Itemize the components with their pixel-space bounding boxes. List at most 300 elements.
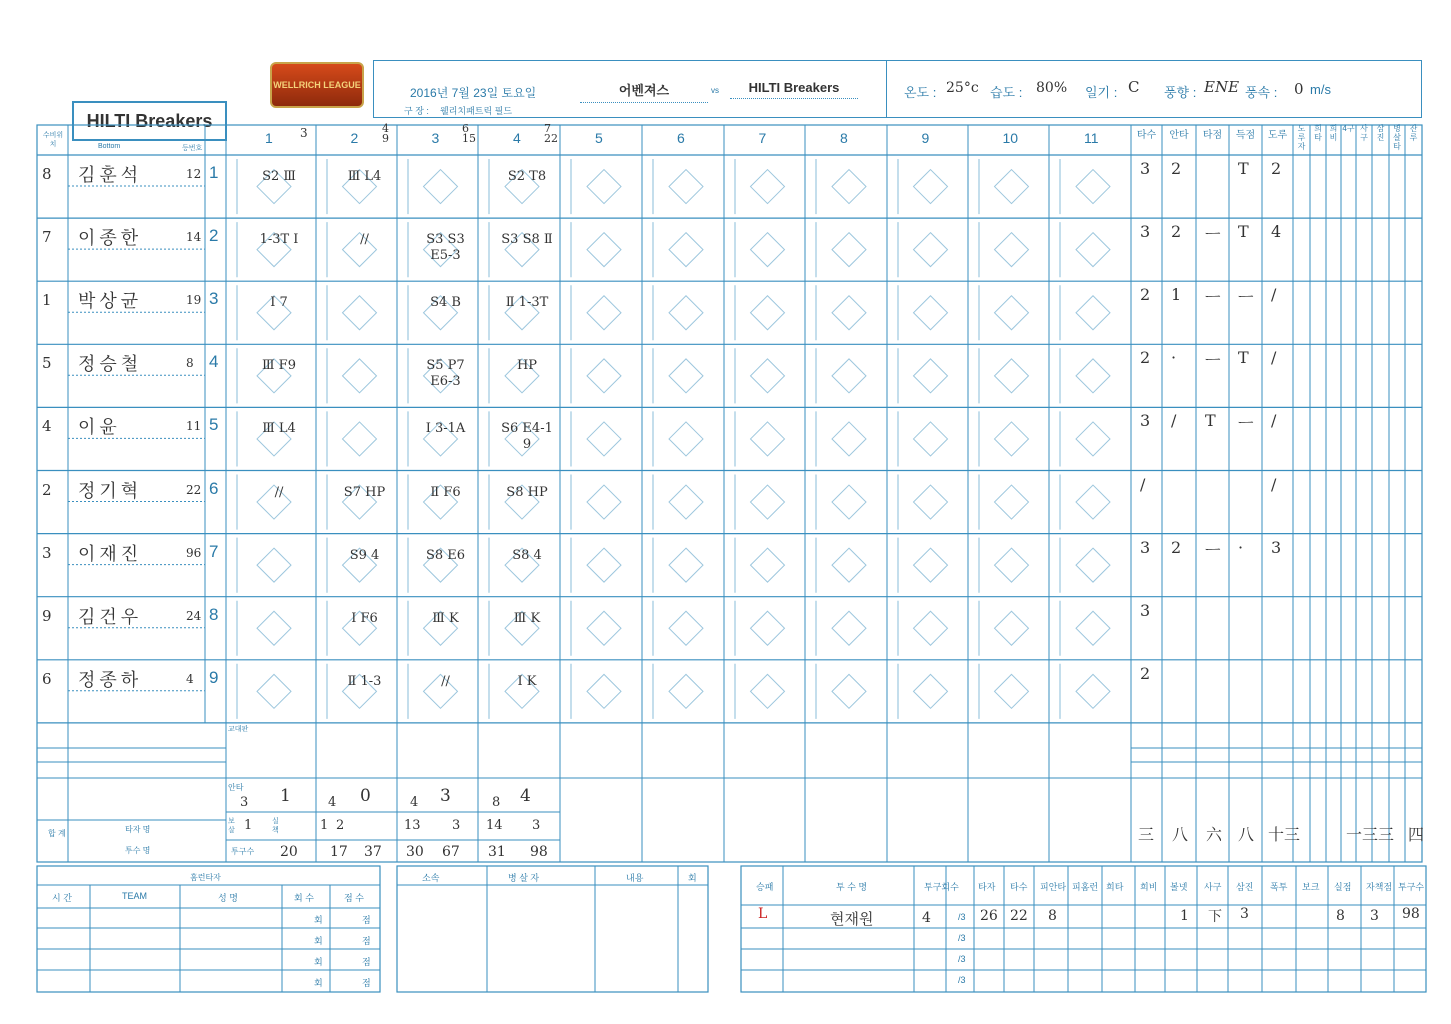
pitcher-at-bats: 22: [1010, 908, 1028, 924]
inning-header-1: 1: [265, 130, 273, 146]
inning-hits: 4: [520, 786, 531, 806]
base-diamond: [751, 170, 785, 204]
base-diamond: [751, 422, 785, 456]
stat-total: 三: [1138, 825, 1155, 844]
player-stat: /: [1271, 474, 1277, 494]
play-notation: S2 T8: [507, 169, 547, 184]
base-diamond: [832, 485, 866, 519]
player-stat: T: [1238, 348, 1249, 368]
inning-hits-sub: 8: [492, 795, 501, 810]
base-diamond: [587, 170, 621, 204]
base-diamond: [669, 674, 703, 708]
play-notation: HP: [516, 358, 538, 374]
player-stat: 3: [1271, 537, 1282, 557]
player-stat: 2: [1171, 159, 1182, 178]
hits-label: 안타: [228, 783, 244, 792]
base-diamond: [424, 170, 458, 204]
stat-header: 잔루: [1409, 124, 1418, 142]
pitching-header: 타자: [978, 882, 996, 892]
play-notation: Ⅲ K: [432, 610, 459, 626]
temperature-label: 온도 :: [904, 85, 937, 100]
player-position: 5: [42, 354, 52, 373]
play-notation: Ⅲ L4: [347, 169, 382, 184]
game-date: 2016년 7월 23일 토요일: [410, 86, 537, 100]
play-notation: Ⅰ 3-1A: [425, 421, 466, 437]
player-number: 24: [186, 608, 202, 623]
homerun-title: 홈런타자: [190, 873, 221, 882]
player-stat: 2: [1271, 159, 1282, 178]
play-notation: Ⅰ 7: [270, 295, 288, 311]
away-team: 어벤져스: [580, 80, 708, 103]
player-number: 11: [186, 419, 202, 434]
base-diamond: [751, 296, 785, 330]
player-position: 2: [42, 480, 52, 499]
stat-header: 사구: [1360, 124, 1368, 142]
base-diamond: [995, 359, 1029, 393]
player-stat: ㅡ: [1238, 288, 1254, 308]
inning-walks: 1: [244, 818, 253, 833]
pitcher-hits: 8: [1048, 908, 1057, 924]
inning-errors: 3: [452, 818, 461, 833]
player-stat: /: [1271, 348, 1277, 368]
wind-speed-label: 풍속 :: [1245, 85, 1278, 100]
base-diamond: [669, 548, 703, 582]
humidity-label: 습도 :: [990, 85, 1023, 100]
play-notation: S2 Ⅲ: [262, 169, 296, 184]
inning-hits: 3: [440, 786, 451, 806]
pitcher-strikeouts: 3: [1240, 906, 1249, 922]
wind-speed-unit: m/s: [1310, 82, 1331, 97]
player-stat: /: [1271, 411, 1277, 431]
player-number: 14: [186, 230, 202, 245]
stat-header: 4구: [1342, 124, 1355, 133]
thirds-mark: /3: [958, 933, 966, 943]
base-diamond: [751, 611, 785, 645]
base-diamond: [995, 170, 1029, 204]
stat-header: 병살타: [1393, 124, 1401, 151]
base-diamond: [1076, 548, 1110, 582]
base-diamond: [832, 611, 866, 645]
base-diamond: [587, 674, 621, 708]
inning-hits: 1: [280, 786, 291, 806]
pitch-count: 30: [406, 844, 424, 860]
player-name: 김건우: [78, 606, 143, 628]
wind-direction-value: ENE: [1204, 78, 1240, 96]
player-stat: 2: [1171, 537, 1182, 557]
pitchers-label: 투수 명: [125, 846, 151, 855]
home-team: HILTI Breakers: [730, 80, 858, 99]
inning-walks: 1: [320, 818, 329, 833]
player-name: 정기혁: [78, 480, 143, 502]
play-notation: Ⅲ F9: [262, 358, 296, 374]
base-diamond: [995, 422, 1029, 456]
base-diamond: [1076, 485, 1110, 519]
base-diamond: [587, 233, 621, 267]
base-diamond: [587, 359, 621, 393]
inning-header-3: 3: [431, 130, 440, 146]
pitch-count: 20: [280, 844, 298, 860]
player-stat: 3: [1140, 600, 1151, 620]
base-diamond: [914, 359, 948, 393]
batting-order: 6: [209, 478, 219, 498]
base-diamond: [914, 548, 948, 582]
pitcher-hbp: 下: [1208, 909, 1222, 925]
player-position: 7: [42, 228, 52, 247]
stat-header: 희비: [1329, 124, 1338, 142]
player-stat: 3: [1140, 411, 1151, 431]
base-diamond: [669, 296, 703, 330]
score-unit: 점: [362, 978, 371, 988]
batting-order: 2: [209, 226, 219, 246]
stat-header: 득점: [1235, 130, 1256, 141]
base-diamond: [832, 422, 866, 456]
base-diamond: [669, 233, 703, 267]
base-diamond: [1076, 233, 1110, 267]
base-diamond: [1076, 422, 1110, 456]
stat-header: 희타: [1314, 124, 1322, 142]
player-stat: /: [1271, 285, 1277, 305]
player-stat: ·: [1171, 348, 1177, 368]
player-stat: T: [1238, 222, 1249, 242]
pitcher-result: L: [758, 906, 768, 922]
play-notation: S8 HP: [506, 484, 548, 500]
base-diamond: [1076, 170, 1110, 204]
batting-order: 5: [209, 415, 219, 435]
play-notation: S7 HP: [343, 484, 386, 500]
thirds-mark: /3: [958, 975, 966, 985]
player-stat: ㅡ: [1205, 225, 1221, 245]
inning-errors: 2: [336, 818, 345, 833]
score-unit: 점: [362, 957, 371, 967]
play-notation: Ⅱ 1-3T: [505, 295, 549, 311]
base-diamond: [669, 611, 703, 645]
player-stat: 2: [1140, 285, 1151, 305]
homerun-header: 회 수: [294, 893, 314, 903]
wind-speed-value: 0: [1294, 80, 1304, 98]
player-number: 19: [186, 293, 202, 308]
player-number: 8: [186, 356, 194, 371]
stat-total: 四: [1408, 825, 1425, 844]
pitch-count: 37: [364, 844, 382, 860]
base-diamond: [669, 422, 703, 456]
batters-label: 타자 명: [125, 825, 151, 834]
batting-order: 4: [209, 352, 219, 372]
base-diamond: [751, 359, 785, 393]
pitching-header: 볼넷: [1170, 882, 1188, 892]
pitcher-innings: 4: [922, 910, 931, 926]
player-stat: 1: [1171, 285, 1182, 305]
pitch-count: 31: [488, 844, 506, 860]
stat-total: 八: [1172, 825, 1189, 844]
team-name-box: HILTI Breakers: [72, 101, 227, 141]
player-stat: 2: [1140, 348, 1151, 368]
inning-header-9: 9: [921, 130, 930, 146]
pitching-header: 투구수: [1398, 882, 1425, 892]
inning2-note: 4 9: [382, 122, 389, 145]
totals-label: 합 계: [48, 829, 66, 838]
batting-order: 9: [209, 667, 219, 687]
substitute-label: 교대판: [228, 726, 249, 733]
pitch-count: 17: [330, 844, 348, 860]
play-notation: Ⅱ 1-3: [347, 673, 382, 689]
base-diamond: [832, 296, 866, 330]
base-diamond: [832, 359, 866, 393]
inning-header-8: 8: [840, 130, 848, 146]
pitching-header: 투 수 명: [836, 882, 868, 892]
walks-label: 보 살: [228, 818, 235, 834]
batting-order: 1: [209, 163, 219, 182]
base-diamond: [669, 170, 703, 204]
pitching-header: 피안타: [1040, 882, 1067, 892]
base-diamond: [995, 296, 1029, 330]
score-unit: 점: [362, 915, 371, 925]
play-notation: S5 P7 E6-3: [426, 358, 465, 390]
inning-header-5: 5: [595, 130, 603, 146]
inning-hits-sub: 4: [410, 795, 419, 810]
base-diamond: [343, 422, 377, 456]
base-diamond: [669, 359, 703, 393]
pitching-header: 희비: [1140, 882, 1158, 892]
pitching-header: 피홈런: [1072, 882, 1099, 892]
player-number: 12: [186, 167, 202, 181]
player-number: 22: [186, 482, 202, 497]
inning-walks: 13: [404, 818, 421, 833]
position-header: 수비위치: [42, 132, 64, 148]
wind-direction-label: 풍향 :: [1164, 85, 1197, 100]
base-diamond: [751, 485, 785, 519]
inning4-note: 7 22: [544, 122, 558, 145]
thirds-mark: /3: [958, 912, 966, 922]
pitcher-pitch-count: 98: [1402, 906, 1420, 922]
stat-header: 삼진: [1376, 124, 1385, 142]
pitching-header: 타수: [1010, 882, 1028, 892]
bottom-header: Bottom: [98, 143, 121, 150]
play-notation: Ⅰ F6: [351, 610, 378, 626]
inning-unit: 회: [314, 936, 323, 946]
weather-label: 일기 :: [1085, 85, 1118, 100]
stat-header: 안타: [1169, 130, 1189, 141]
base-diamond: [914, 611, 948, 645]
pitcher-earned-runs: 3: [1370, 908, 1379, 924]
base-diamond: [995, 548, 1029, 582]
play-notation: //: [441, 673, 450, 689]
pitcher-walks: 1: [1180, 908, 1189, 924]
inning-header-10: 10: [1002, 130, 1019, 146]
play-notation: Ⅲ L4: [262, 421, 296, 437]
player-name: 김훈석: [78, 165, 143, 186]
play-notation: S4 B: [430, 295, 461, 311]
thirds-mark: /3: [958, 954, 966, 964]
inning-header-11: 11: [1084, 130, 1099, 146]
double-play-header: 소속: [422, 873, 440, 883]
base-diamond: [914, 674, 948, 708]
player-stat: 3: [1140, 222, 1151, 242]
base-diamond: [832, 233, 866, 267]
homerun-header: 시 간: [52, 893, 72, 903]
inning1-note: 3: [300, 126, 308, 140]
score-unit: 점: [362, 936, 371, 946]
player-name: 이재진: [78, 543, 143, 565]
pitcher-name: 현재원: [830, 910, 874, 928]
base-diamond: [832, 674, 866, 708]
base-diamond: [257, 548, 291, 582]
base-diamond: [995, 611, 1029, 645]
player-position: 1: [42, 291, 52, 310]
player-stat: 4: [1271, 222, 1282, 242]
stat-header: 도루자: [1297, 124, 1306, 151]
play-notation: //: [360, 232, 369, 248]
venue-label: 구 장 :: [404, 106, 429, 116]
base-diamond: [343, 359, 377, 393]
base-diamond: [1076, 359, 1110, 393]
play-notation: Ⅰ K: [517, 673, 537, 689]
homerun-header: TEAM: [122, 891, 148, 901]
stat-total: 八: [1238, 825, 1255, 844]
inning-hits-sub: 4: [328, 795, 337, 810]
player-position: 6: [42, 669, 52, 688]
inning-walks: 14: [486, 818, 503, 833]
base-diamond: [995, 674, 1029, 708]
humidity-value: 80%: [1036, 80, 1068, 96]
play-notation: S3 S8 Ⅱ: [501, 232, 553, 248]
base-diamond: [995, 233, 1029, 267]
stat-total: 一三: [1346, 825, 1379, 844]
base-diamond: [669, 485, 703, 519]
pitching-header: 보크: [1302, 882, 1320, 892]
stat-total: 十三: [1268, 825, 1301, 844]
player-position: 3: [42, 543, 52, 562]
play-notation: S8 E6: [425, 547, 466, 563]
base-diamond: [914, 170, 948, 204]
base-diamond: [751, 233, 785, 267]
inning-unit: 회: [314, 957, 323, 967]
play-notation: 1-3T Ⅰ: [259, 232, 299, 248]
stat-total: 六: [1206, 825, 1223, 844]
player-number: 4: [186, 671, 194, 686]
player-stat: T: [1238, 159, 1249, 178]
stat-total: 三: [1378, 825, 1395, 844]
stat-header: 타수: [1136, 130, 1157, 141]
inning-header-4: 4: [513, 130, 521, 146]
pitch-count: 98: [530, 844, 548, 860]
player-position: 8: [42, 165, 52, 183]
uniform-header: 등번호: [182, 145, 203, 152]
pitching-header: 희타: [1106, 882, 1124, 892]
player-name: 정종하: [78, 669, 143, 691]
double-play-header: 회: [688, 873, 697, 883]
base-diamond: [914, 422, 948, 456]
base-diamond: [587, 611, 621, 645]
base-diamond: [587, 296, 621, 330]
base-diamond: [832, 170, 866, 204]
inning-hits: 0: [360, 786, 371, 806]
venue-name: 웰리치패트릭 필드: [440, 106, 513, 116]
player-stat: 3: [1140, 537, 1151, 557]
pitcher-runs: 8: [1336, 908, 1345, 924]
stat-header: 타점: [1202, 130, 1223, 141]
play-notation: Ⅱ F6: [430, 484, 461, 500]
player-stat: ㅡ: [1238, 414, 1254, 434]
base-diamond: [914, 296, 948, 330]
logo-text: WELLRICH LEAGUE: [273, 80, 361, 90]
batting-order: 8: [209, 604, 219, 624]
vs-label: vs: [711, 86, 719, 95]
player-name: 박상균: [78, 291, 143, 313]
base-diamond: [751, 674, 785, 708]
inning-errors: 3: [532, 818, 541, 833]
inning3-note: 6 15: [462, 122, 476, 145]
pitcher-batters: 26: [980, 908, 998, 924]
player-stat: 3: [1140, 159, 1151, 178]
player-stat: 2: [1140, 663, 1151, 683]
base-diamond: [1076, 296, 1110, 330]
base-diamond: [751, 548, 785, 582]
player-stat: ㅡ: [1205, 288, 1221, 308]
batting-order: 3: [209, 289, 219, 309]
base-diamond: [343, 296, 377, 330]
double-play-header: 병 살 자: [508, 873, 540, 883]
base-diamond: [1076, 611, 1110, 645]
play-notation: S9 4: [349, 547, 380, 563]
play-notation: S8 4: [512, 547, 542, 563]
player-stat: /: [1171, 411, 1177, 431]
player-stat: 2: [1171, 222, 1182, 242]
player-stat: T: [1205, 411, 1216, 431]
player-name: 정승철: [78, 354, 143, 376]
pitching-header: 승패: [756, 882, 774, 892]
temperature-value: 25°c: [946, 80, 979, 96]
player-stat: ·: [1238, 537, 1244, 557]
homerun-header: 성 명: [218, 893, 238, 903]
base-diamond: [257, 674, 291, 708]
homerun-header: 점 수: [344, 893, 364, 903]
pitch-count: 67: [442, 844, 460, 860]
base-diamond: [587, 422, 621, 456]
play-notation: S3 S3 E5-3: [426, 232, 465, 264]
base-diamond: [587, 485, 621, 519]
pitching-header: 사구: [1204, 882, 1222, 892]
base-diamond: [914, 233, 948, 267]
play-notation: //: [274, 484, 284, 500]
player-name: 이윤: [78, 417, 121, 439]
player-name: 이종한: [78, 228, 143, 250]
player-position: 4: [42, 417, 52, 436]
player-stat: ㅡ: [1205, 540, 1221, 560]
inning-header-7: 7: [758, 130, 767, 146]
player-position: 9: [42, 606, 52, 625]
double-play-header: 내용: [626, 873, 644, 883]
stat-header: 도루: [1267, 130, 1288, 141]
pitching-header: 삼진: [1236, 882, 1254, 892]
base-diamond: [995, 485, 1029, 519]
base-diamond: [1076, 674, 1110, 708]
weather-value: C: [1128, 78, 1140, 96]
play-notation: Ⅲ K: [513, 610, 541, 626]
inning-header-2: 2: [350, 130, 359, 146]
errors-label: 실 책: [272, 818, 279, 834]
play-notation: S6 E4-1 9: [501, 421, 553, 453]
pitching-header: 폭투: [1270, 882, 1288, 892]
player-stat: ㅡ: [1205, 351, 1221, 371]
pitching-header: 투구회수: [924, 882, 959, 892]
pitching-header: 실점: [1334, 882, 1352, 892]
player-stat: /: [1140, 474, 1146, 494]
inning-unit: 회: [314, 915, 323, 925]
pitching-header: 자책점: [1366, 882, 1393, 892]
inning-header-6: 6: [677, 130, 685, 146]
base-diamond: [914, 485, 948, 519]
player-number: 96: [186, 545, 202, 560]
